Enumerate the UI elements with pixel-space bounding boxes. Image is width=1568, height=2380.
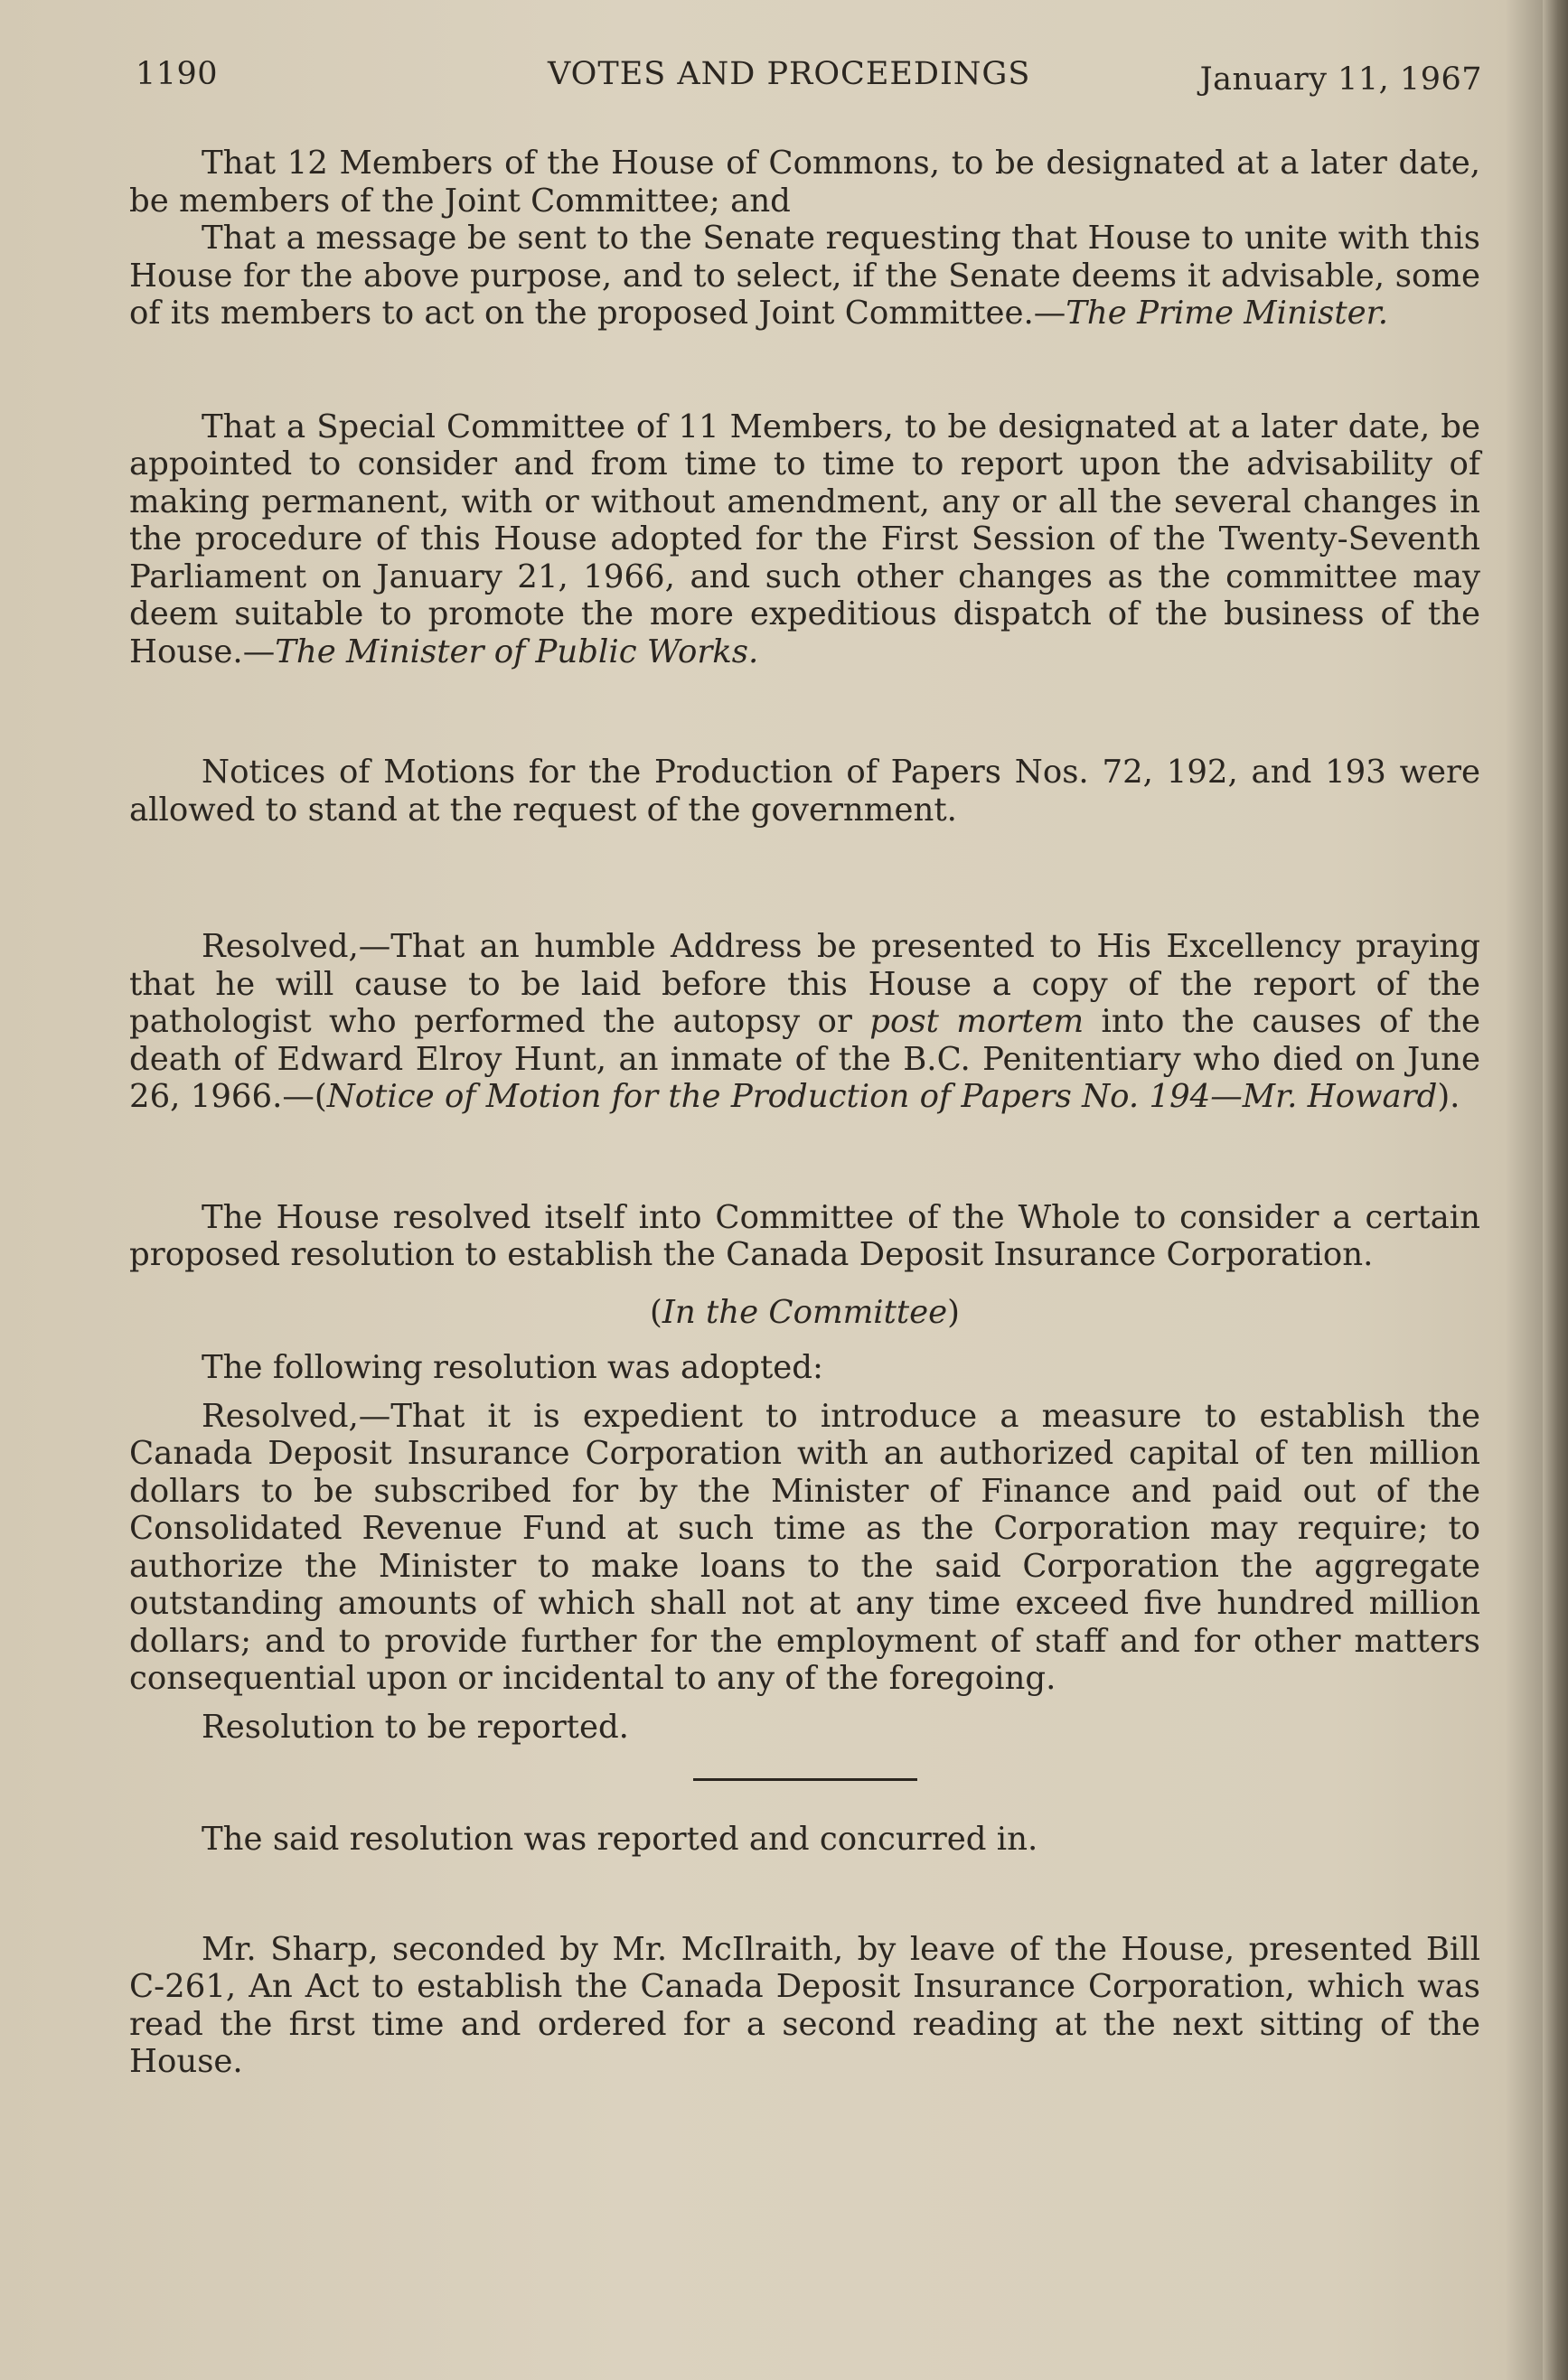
running-title: VOTES AND PROCEEDINGS — [548, 56, 1031, 92]
paragraph-senate-message: That a message be sent to the Senate requesting that House to unite with this House for the above purpose, and to select, if the Senate deems it advisable, some of its members to act on the proposed Joint Committee.—The Prime Minister. — [129, 220, 1480, 332]
paragraph-resolution-adopted: The following resolution was adopted: — [202, 1349, 823, 1386]
paragraph-reported-concurred: The said resolution was reported and concurred in. — [202, 1821, 1038, 1858]
attribution-minister-public-works: The Minister of Public Works. — [275, 632, 759, 670]
attribution-prime-minister: The Prime Minister. — [1066, 295, 1389, 332]
document-body — [129, 145, 1480, 2081]
header-date: January 11, 1967 — [1199, 61, 1482, 98]
section-divider — [693, 1778, 917, 1781]
paragraph-resolution-text: Resolved,—That it is expedient to introduce a measure to establish the Canada Deposit Insurance Corporation with an authorized capital of ten million dollars to be subscribed for by the Minister of Finance and paid out of the Consolidated Revenue Fund at such time as the Corporation may require; to authorize the Minister to make loans to the said Corporation the aggregate outstanding amounts of which shall not at any time exceed five hundred million dollars; and to provide further for the employment of staff and for other matters consequential upon or incidental to any of the foregoing. — [129, 1397, 1480, 1697]
paragraph-committee-of-whole: The House resolved itself into Committee of the Whole to consider a certain proposed resolution to establish the Canada Deposit Insurance Corporation. — [129, 1198, 1480, 1273]
attribution-notice-of-motion: Notice of Motion for the Production of Papers No. 194—Mr. Howard — [326, 1078, 1438, 1115]
paragraph-notices-of-motions: Notices of Motions for the Production of Papers Nos. 72, 192, and 193 were allowed to stand at the request of the government. — [129, 754, 1480, 829]
paragraph-joint-committee-members: That 12 Members of the House of Commons, to be designated at a later date, be members of the Joint Committee; and — [129, 145, 1480, 220]
page-number: 1190 — [136, 56, 219, 92]
paragraph-resolution-to-be-reported: Resolution to be reported. — [202, 1708, 629, 1746]
paragraph-humble-address: Resolved,—That an humble Address be presented to His Excellency praying that he will cause to be laid before this House a copy of the report of the pathologist who performed the autopsy or post mortem into the causes of the death of Edward Elroy Hunt, an inmate of the B.C. Penitentiary who died on June 26, 1966.—(Notice of Motion for the Production of Papers No. 194—Mr. Howard). — [129, 928, 1481, 1115]
page-edge — [1543, 0, 1568, 2380]
paragraph-bill-c261: Mr. Sharp, seconded by Mr. McIlraith, by leave of the House, presented Bill C-261, An Act to establish the Canada Deposit Insurance Corporation, which was read the first time and ordered for a second reading at the next sitting of the House. — [129, 1930, 1480, 2080]
page-header — [136, 56, 1482, 110]
committee-heading: (In the Committee) — [649, 1293, 961, 1331]
paragraph-special-committee: That a Special Committee of 11 Members, to be designated at a later date, be appointed to consider and from time to time to report upon the advisability of making permanent, with or without amendment, any or all the several changes in the procedure of this House adopted for the First Session of the Twenty-Seventh Parliament on January 21, 1966, and such other changes as the committee may deem suitable to promote the more expeditious dispatch of the business of the House.—The Minister of Public Works. — [129, 408, 1480, 670]
